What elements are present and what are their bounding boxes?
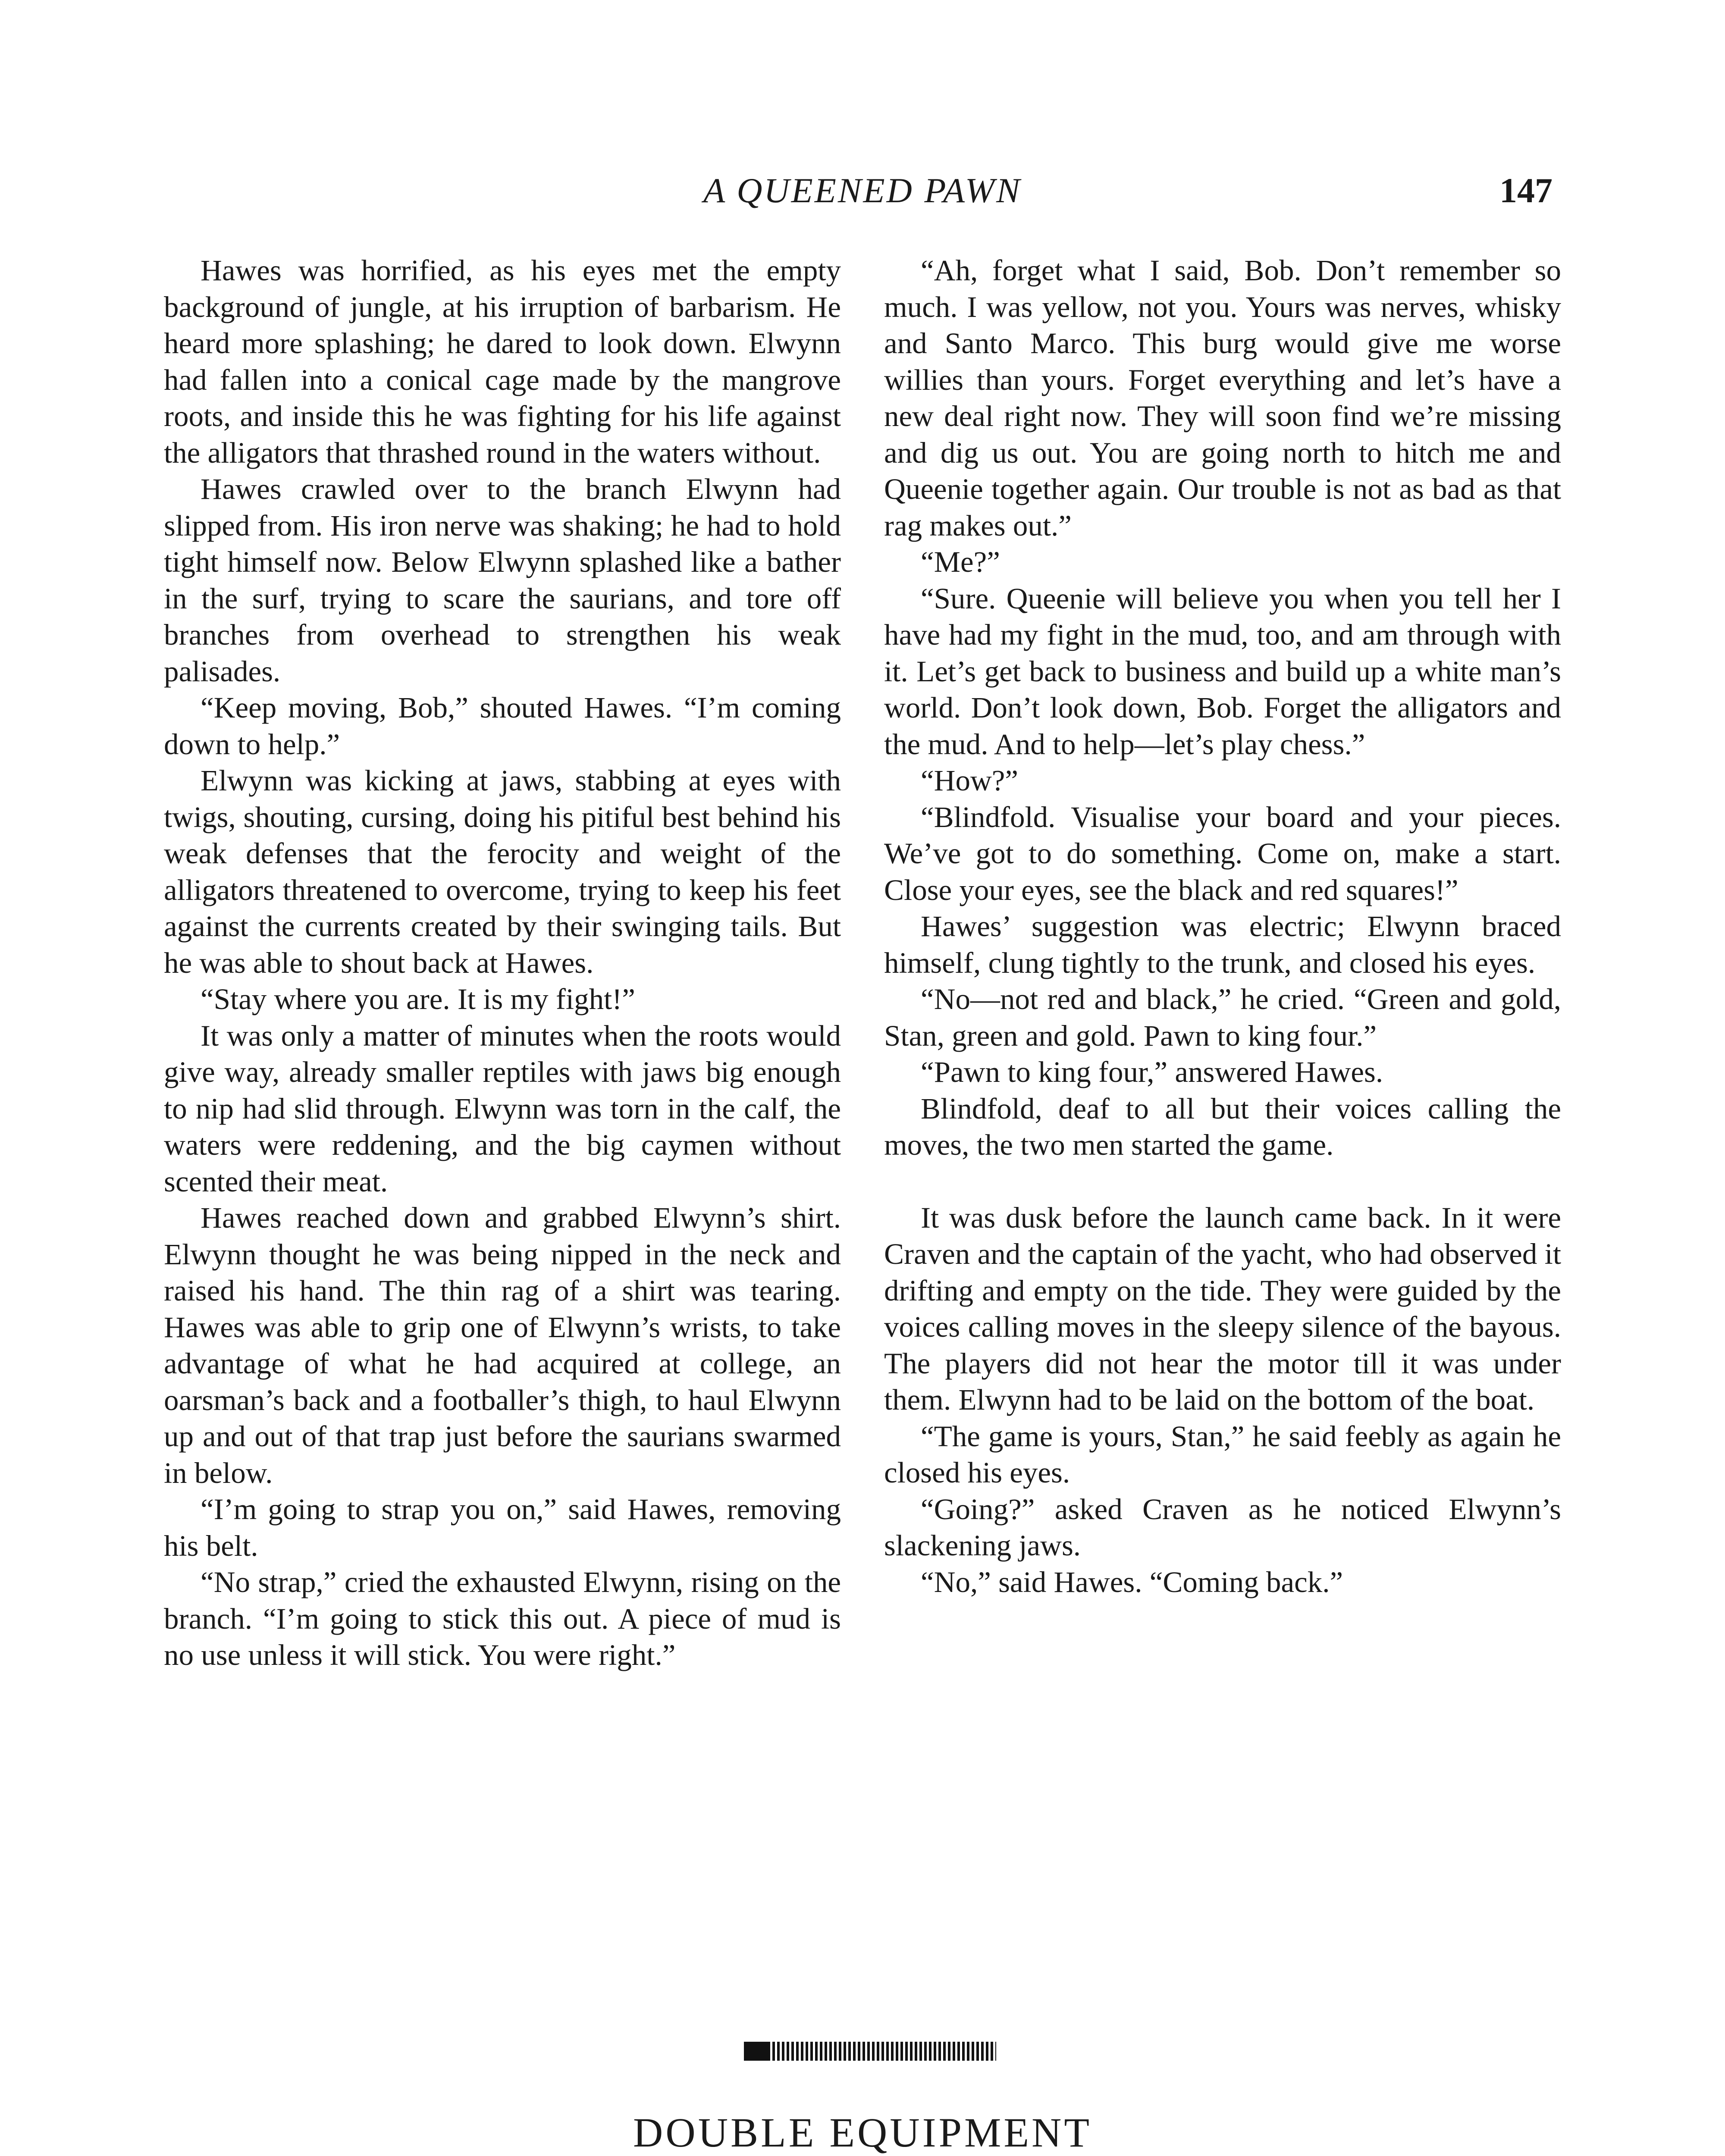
paragraph: “No—not red and black,” he cried. “Green and gold, Stan, green and gold. Pawn to king four.” (884, 983, 1561, 1052)
paragraph: Hawes was horrified, as his eyes met the empty background of jungle, at his irruption of barbarism. He heard more splashing; he dared to look down. Elwynn had fallen into a conical cage made by the mangrove roots, and inside this he was fighting for his life against the alligators that thrashed round in the waters without. (164, 254, 841, 469)
paragraph: “I’m going to strap you on,” said Hawes, removing his belt. (164, 1493, 841, 1562)
paragraph: Elwynn was kicking at jaws, stabbing at eyes with twigs, shouting, cursing, doing his pitiful best behind his weak defenses that the ferocity and weight of the alligators threatened to overcome, trying to keep his feet against the currents created by their swinging tails. But he was able to shout back at Hawes. (164, 764, 841, 979)
article-title: DOUBLE EQUIPMENT (633, 2109, 1092, 2156)
paragraph: Hawes crawled over to the branch Elwynn had slipped from. His iron nerve was shaking; he had to hold tight himself now. Below Elwynn splashed like a bather in the surf, trying to scare the saurians, and tore off branches from overhead to strengthen his weak palisades. (164, 473, 841, 688)
paragraph: “No strap,” cried the exhausted Elwynn, rising on the branch. “I’m going to stick this out. A piece of mud is no use unless it will stick. You were right.” (164, 1566, 841, 1671)
paragraph: “Stay where you are. It is my fight!” (201, 983, 635, 1015)
paragraph: “Going?” asked Craven as he noticed Elwynn’s slackening jaws. (884, 1492, 1561, 1562)
page-number: 147 (1499, 171, 1552, 210)
right-column (884, 252, 1561, 1600)
left-column (164, 252, 841, 1673)
paragraph: “How?” (921, 764, 1019, 797)
paragraph: It was dusk before the launch came back. In it were Craven and the captain of the yacht, who had observed it drifting and empty on the tide. They were guided by the voices calling moves in the sleepy silence of the bayous. The players did not hear the motor till it was under them. Elwynn had to be laid on the bottom of the boat. (884, 1201, 1561, 1416)
running-title: A QUEENED PAWN (703, 171, 1022, 210)
paragraph: “Blindfold. Visualise your board and your pieces. We’ve got to do something. Come on, make a start. Close your eyes, see the black and red squares!” (884, 800, 1561, 906)
paragraph: “Ah, forget what I said, Bob. Don’t remember so much. I was yellow, not you. Yours was nerves, whisky and Santo Marco. This burg would give me worse willies than yours. Forget everything and let’s have a new deal right now. They will soon find we’re missing and dig us out. You are going north to hitch me and Queenie together again. Our trouble is not as bad as that rag makes out.” (884, 254, 1561, 542)
paragraph: Hawes’ suggestion was electric; Elwynn braced himself, clung tightly to the trunk, and closed his eyes. (884, 910, 1561, 979)
section-divider-ornament (744, 2042, 996, 2061)
paragraph: Blindfold, deaf to all but their voices calling the moves, the two men started the game. (884, 1092, 1561, 1161)
paragraph: “The game is yours, Stan,” he said feebly as again he closed his eyes. (884, 1420, 1561, 1489)
paragraph: “Me?” (921, 545, 1000, 578)
paragraph: “Sure. Queenie will believe you when you tell her I have had my fight in the mud, too, and am through with it. Let’s get back to business and build up a white man’s world. Don’t look down, Bob. Forget the alligators and the mud. And to help—let’s play chess.” (884, 582, 1561, 761)
paragraph: Hawes reached down and grabbed Elwynn’s shirt. Elwynn thought he was being nipped in the neck and raised his hand. The thin rag of a shirt was tearing. Hawes was able to grip one of Elwynn’s wrists, to take advantage of what he had acquired at college, an oarsman’s back and a footballer’s thigh, to haul Elwynn up and out of that trap just before the saurians swarmed in below. (164, 1201, 841, 1489)
paragraph: “Keep moving, Bob,” shouted Hawes. “I’m coming down to help.” (164, 691, 841, 761)
paragraph: It was only a matter of minutes when the roots would give way, already smaller reptiles with jaws big enough to nip had slid through. Elwynn was torn in the calf, the waters were reddening, and the big caymen without scented their meat. (164, 1019, 841, 1198)
paragraph: “Pawn to king four,” answered Hawes. (921, 1056, 1383, 1088)
section-divider-ornament-cap (744, 2042, 768, 2061)
paragraph: “No,” said Hawes. “Coming back.” (921, 1565, 1343, 1598)
